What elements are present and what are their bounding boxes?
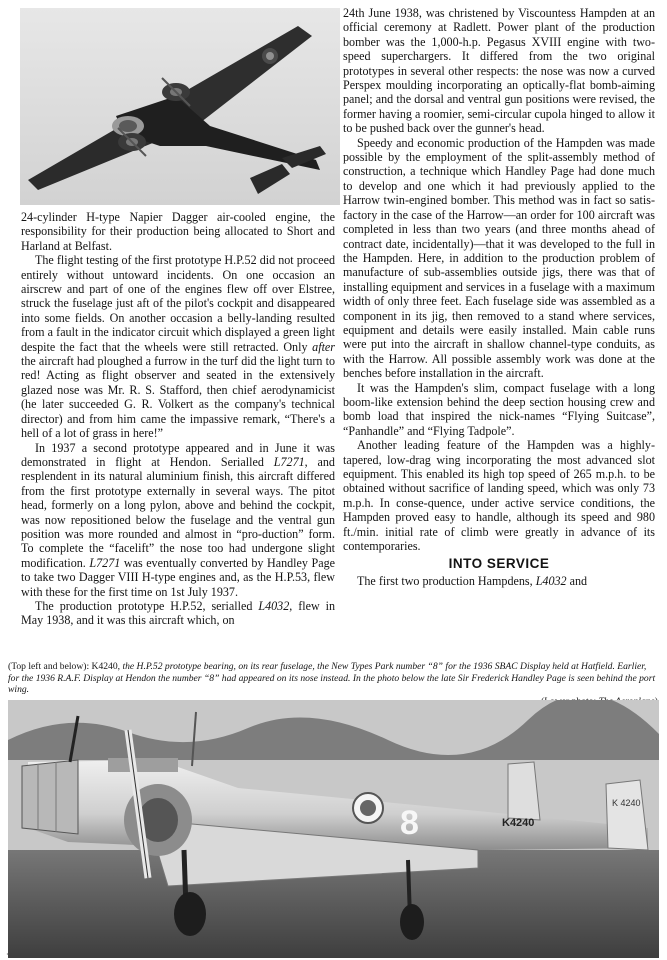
section-first-line: The first two production Hampdens, L4032 and: [357, 574, 588, 589]
photo-top-aircraft-in-flight: [20, 8, 340, 205]
right-paragraph-2: Speedy and economic production of the Hampden was made possible by the employment of the split-assembly method of construction, a technique which Handley Page had done much to develop and one which it had previously applied to the Harrow twin-engined bomber. This method was in fact so satis-factory in the case of the Harrow—an order for 100 aircraft was completed in less than two years (and three months ahead of contract date, incidentally)—that it was developed to the full in the Hampden. Here, in addition to the production problem of manufacture of sub-assemblies outside jigs, there was that of installing equipment and services in a fuselage with a maximum width of only three feet. Each fuselage side was assembled as a component in its jig, then removed to a stand where services, equipment and details were easily installed. Main cable runs were put into the aircraft in shallow channel-type conduits, as with the Harrow. All possible assembly work was done at the benches before installation in the aircraft.: [343, 135, 655, 381]
right-paragraph-1: 24th June 1938, was christened by Viscountess Hampden at an official ceremony at Radlett. Power plant of the production bomber was the 1,000-h.p. Pegasus XVIII engine with two-speed superchargers. It differed from the two original prototypes in several other respects: the nose was now a curved Perspex moulding incorporating an optically-flat bomb-aiming panel; and the dorsal and ventral gun positions were revised, the former having a roomier, semi-circular cupola hinged to allow it to be pushed back over the gunner's head.: [343, 6, 655, 136]
fin-serial-marking: K 4240: [612, 798, 641, 808]
hampden-on-ground-illustration: [8, 700, 659, 958]
left-paragraph-2-text: The flight testing of the first prototype H.P.52 did not proceed entirely without untoward incidents. On one occasion an airscrew and part of one of the engines flew off over Elstree, struck the fuselage just aft of the pilot's cockpit and disappeared into some fields. On another occasion a belly-landing resulted from a fault in the indicator circuit which displayed a green light despite the fact that the wheels were still retracted. Only after the aircraft had ploughed a furrow in the turf did the light turn to red! Acting as flight observer and seated in the extensively glazed nose was Mr. R. S. Stafford, then chief aerodynamicist (he later succeeded G. R. Volkert as the company's technical director) and from him came the impassive remark, “There's a hell of a lot of grass in here!”: [21, 253, 335, 441]
page-corner-mark: ·: [6, 950, 9, 959]
hampden-in-flight-illustration: [20, 8, 340, 205]
left-paragraph-3: [21, 441, 335, 599]
left-paragraph-1: 24-cylinder H-type Napier Dagger air-cooled engine, the responsibility for their production being allocated to Short and Harland at Belfast.: [21, 210, 335, 253]
caption-lead: (Top left and below): K4240,: [8, 661, 123, 672]
right-text-column: [343, 6, 655, 589]
left-text-column: [21, 210, 335, 628]
caption-body: the H.P.52 prototype bearing, on its rear fuselage, the New Types Park number “8” for the 1936 SBAC Display held at Hatfield. Earlier, for the 1936 R.A.F. Display at Hendon the number “8” had appeared on its nose instead. In the photo below the late Sir Frederick Handley Page is seen behind the port wing.: [8, 661, 656, 696]
left-paragraph-4: [21, 599, 335, 628]
serial-marking: K4240: [502, 817, 535, 829]
photo-bottom-aircraft-on-ground: [8, 700, 659, 958]
section-heading: INTO SERVICE: [448, 556, 550, 572]
right-paragraph-3: It was the Hampden's slim, compact fuselage with a long boom-like extension behind the deep section housing crew and bomb load that inspired the nick-names “Flying Suitcase”, “Panhandle” and “Flying Tadpole”.: [343, 380, 655, 438]
right-paragraph-4: Another leading feature of the Hampden was a highly-tapered, low-drag wing incorporating the most advanced slot equipment. This enabled its high top speed of 265 m.p.h. to be obtained without sacrifice of landing speed, which was only 73 m.p.h. In conse-quence, under active service conditions, the Hampden proved easy to handle, although its speed and 980 ft./min. initial rate of climb were greatly in advance of its contemporaries.: [343, 438, 655, 554]
left-paragraph-3-text: In 1937 a second prototype appeared and in June it was demonstrated in flight at Hendon. Serialled L7271, and resplendent in its natural aluminium finish, this aircraft differed from the first prototype externally in several ways. The pitot head, formerly on a long pylon, above and behind the cockpit, was now repositioned below the fuselage and the ventral gun position was more rounded and almost in “pro-duction” form. To complete the “facelift” the nose too had undergone slight modification. L7271 was eventually converted by Handley Page to take two Dagger VIII H-type engines and, as the H.P.53, flew with these for the first time on 1st July 1937.: [21, 440, 335, 599]
left-paragraph-4-text: The production prototype H.P.52, serialled L4032, flew in May 1938, and it was this aircraft which, on: [21, 598, 335, 628]
fuselage-number-marking: 8: [400, 804, 419, 842]
left-paragraph-2: [21, 253, 335, 440]
